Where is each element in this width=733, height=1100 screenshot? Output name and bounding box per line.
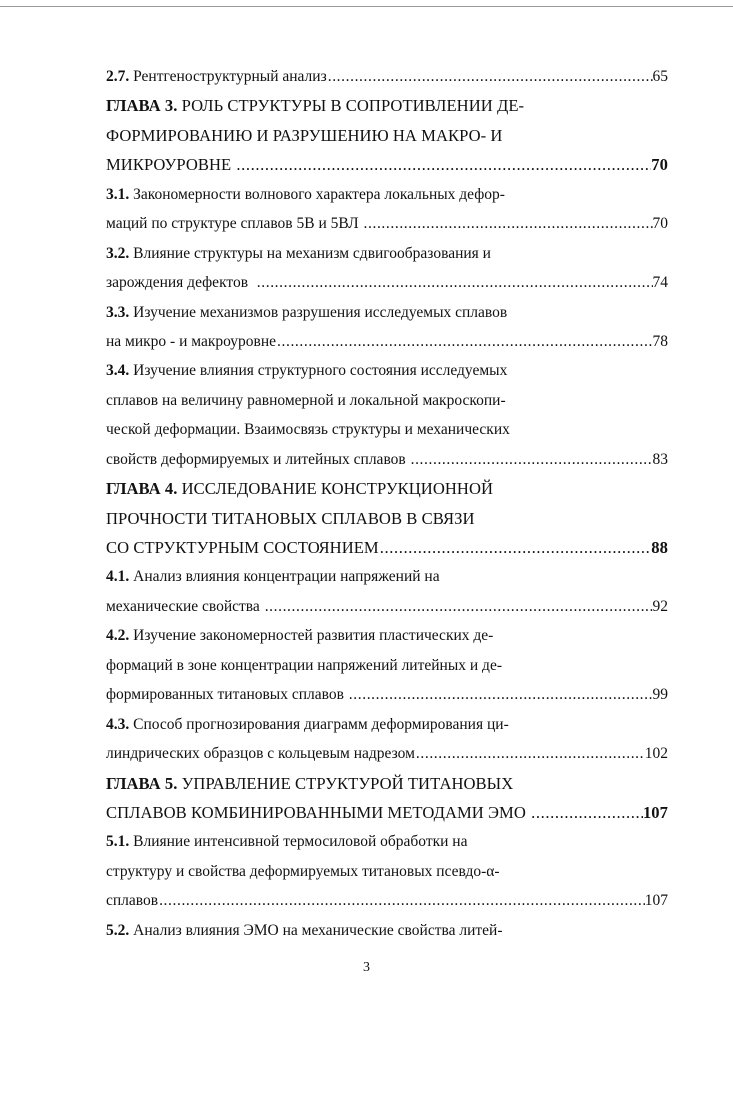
toc-entry-text bbox=[106, 886, 158, 915]
toc-entry-title: сплавов bbox=[106, 892, 159, 910]
toc-entry-text bbox=[106, 922, 502, 939]
toc-line bbox=[106, 504, 668, 533]
toc-entry-title: ИССЛЕДОВАНИЕ КОНСТРУКЦИОННОЙ bbox=[181, 479, 494, 499]
toc-leader-dots bbox=[256, 268, 653, 297]
toc-entry-number: ГЛАВА 5. bbox=[106, 773, 178, 793]
toc-entry-title: формированных титановых сплавов bbox=[106, 686, 348, 704]
toc-line bbox=[106, 239, 668, 268]
toc-entry-text bbox=[106, 186, 505, 203]
toc-entry-text bbox=[106, 327, 276, 356]
toc-line bbox=[106, 592, 668, 621]
toc-line bbox=[106, 651, 668, 680]
toc-entry-text bbox=[106, 245, 491, 262]
toc-line bbox=[106, 180, 668, 209]
toc-page-number: 74 bbox=[652, 274, 668, 292]
toc-entry-text bbox=[106, 833, 467, 850]
page-number: 3 bbox=[363, 960, 370, 975]
toc-entry-text bbox=[106, 421, 510, 438]
toc-leader-dots bbox=[530, 798, 643, 827]
toc-entry-title: Анализ влияния ЭМО на механические свойства литей- bbox=[133, 921, 503, 939]
toc-entry-text bbox=[106, 568, 440, 585]
toc-entry-number: 3.2. bbox=[106, 244, 130, 262]
toc-entry-title: УПРАВЛЕНИЕ СТРУКТУРОЙ ТИТАНОВЫХ bbox=[181, 773, 514, 793]
toc-entry-number: ГЛАВА 3. bbox=[106, 96, 178, 116]
toc-entry-text bbox=[106, 798, 530, 827]
toc-entry-text bbox=[106, 268, 256, 297]
toc-entry-number: 3.1. bbox=[106, 185, 130, 203]
toc-entry-text bbox=[106, 627, 493, 644]
toc-entry-title: Влияние интенсивной термосиловой обработки на bbox=[133, 833, 468, 851]
table-of-contents bbox=[106, 62, 668, 945]
toc-line bbox=[106, 886, 668, 915]
toc-entry-number: 4.2. bbox=[106, 627, 130, 645]
toc-entry-title: ческой деформации. Взаимосвязь структуры и механических bbox=[106, 421, 510, 439]
toc-entry-title: ПРОЧНОСТИ ТИТАНОВЫХ СПЛАВОВ В СВЯЗИ bbox=[106, 508, 475, 528]
toc-line bbox=[106, 474, 668, 503]
toc-line bbox=[106, 710, 668, 739]
toc-entry-title: свойств деформируемых и литейных сплавов bbox=[106, 450, 410, 468]
toc-entry-text bbox=[106, 716, 509, 733]
toc-entry-text bbox=[106, 445, 410, 474]
toc-leader-dots bbox=[379, 533, 652, 562]
toc-entry-text bbox=[106, 680, 348, 709]
toc-entry-number: 5.1. bbox=[106, 833, 130, 851]
toc-page-number: 78 bbox=[652, 332, 668, 350]
toc-entry-text bbox=[106, 96, 524, 115]
toc-entry-title: линдрических образцов с кольцевым надрезом bbox=[106, 745, 415, 763]
toc-leader-dots bbox=[276, 327, 652, 356]
toc-page-number: 107 bbox=[644, 892, 668, 910]
toc-entry-text bbox=[106, 209, 363, 238]
toc-entry-title: Изучение влияния структурного состояния исследуемых bbox=[133, 362, 508, 380]
toc-entry-title: сплавов на величину равномерной и локальной макроскопи- bbox=[106, 391, 506, 409]
toc-page-number: 83 bbox=[652, 450, 668, 468]
toc-page-number: 65 bbox=[652, 68, 668, 85]
toc-line bbox=[106, 533, 668, 562]
toc-entry-title: маций по структуре сплавов 5В и 5ВЛ bbox=[106, 215, 363, 233]
toc-entry-title: формаций в зоне концентрации напряжений литейных и де- bbox=[106, 656, 502, 674]
toc-entry-title: структуру и свойства деформируемых титановых псевдо-α- bbox=[106, 862, 500, 880]
toc-entry-text bbox=[106, 863, 500, 880]
toc-entry-text bbox=[106, 592, 264, 621]
toc-entry-title: зарождения дефектов bbox=[106, 274, 256, 292]
toc-entry-number: 4.3. bbox=[106, 715, 130, 733]
toc-entry-text bbox=[106, 657, 502, 674]
toc-line bbox=[106, 150, 668, 179]
toc-entry-title: Влияние структуры на механизм сдвигообразования и bbox=[133, 244, 491, 262]
toc-entry-title: механические свойства bbox=[106, 597, 264, 615]
toc-entry-title: Рентгеноструктурный анализ bbox=[133, 68, 327, 85]
toc-page-number: 70 bbox=[651, 155, 668, 175]
toc-leader-dots bbox=[415, 739, 645, 768]
toc-page-number: 70 bbox=[652, 215, 668, 233]
toc-leader-dots bbox=[264, 592, 653, 621]
toc-line bbox=[106, 769, 668, 798]
toc-entry-title: СПЛАВОВ КОМБИНИРОВАННЫМИ МЕТОДАМИ ЭМО bbox=[106, 802, 531, 822]
toc-line bbox=[106, 327, 668, 356]
toc-entry-number: 4.1. bbox=[106, 568, 130, 586]
toc-leader-dots bbox=[235, 150, 651, 179]
toc-entry-text bbox=[106, 62, 327, 91]
toc-entry-text bbox=[106, 739, 415, 768]
toc-entry-text bbox=[106, 774, 513, 793]
toc-entry-title: Способ прогнозирования диаграмм деформирования ци- bbox=[133, 715, 509, 733]
toc-entry-number: 3.4. bbox=[106, 362, 130, 380]
toc-entry-text bbox=[106, 479, 493, 498]
toc-line bbox=[106, 739, 668, 768]
toc-line bbox=[106, 386, 668, 415]
toc-entry-text bbox=[106, 126, 502, 145]
toc-line bbox=[106, 445, 668, 474]
toc-page-number: 88 bbox=[651, 538, 668, 557]
toc-entry-text bbox=[106, 533, 379, 562]
toc-entry-title: МИКРОУРОВНЕ bbox=[106, 155, 236, 175]
toc-page-number: 92 bbox=[652, 597, 668, 615]
toc-line bbox=[106, 62, 668, 91]
toc-leader-dots bbox=[327, 62, 653, 91]
toc-entry-title: РОЛЬ СТРУКТУРЫ В СОПРОТИВЛЕНИИ ДЕ- bbox=[181, 96, 525, 116]
toc-line bbox=[106, 298, 668, 327]
toc-entry-text bbox=[106, 509, 475, 528]
toc-entry-text bbox=[106, 150, 235, 179]
toc-page-number: 107 bbox=[642, 802, 668, 822]
toc-entry-title: Закономерности волнового характера локальных дефор- bbox=[133, 185, 505, 203]
toc-line bbox=[106, 268, 668, 297]
toc-entry-number: 2.7. bbox=[106, 68, 130, 85]
toc-entry-number: ГЛАВА 4. bbox=[106, 479, 178, 499]
toc-entry-title: на микро - и макроуровне bbox=[106, 332, 277, 350]
toc-leader-dots bbox=[348, 680, 653, 709]
toc-line bbox=[106, 356, 668, 385]
toc-line bbox=[106, 857, 668, 886]
toc-entry-number: 3.3. bbox=[106, 303, 130, 321]
toc-line bbox=[106, 798, 668, 827]
toc-line bbox=[106, 209, 668, 238]
toc-leader-dots bbox=[158, 886, 645, 915]
toc-leader-dots bbox=[410, 445, 653, 474]
toc-line bbox=[106, 916, 668, 945]
toc-line bbox=[106, 91, 668, 120]
toc-entry-text bbox=[106, 304, 507, 321]
toc-line bbox=[106, 621, 668, 650]
toc-entry-title: Изучение закономерностей развития пластических де- bbox=[133, 627, 494, 645]
toc-entry-title: ФОРМИРОВАНИЮ И РАЗРУШЕНИЮ НА МАКРО- И bbox=[106, 125, 503, 145]
toc-leader-dots bbox=[363, 209, 653, 238]
toc-entry-title: Изучение механизмов разрушения исследуемых сплавов bbox=[133, 303, 508, 321]
toc-entry-text bbox=[106, 392, 506, 409]
toc-entry-text bbox=[106, 362, 507, 379]
toc-entry-title: СО СТРУКТУРНЫМ СОСТОЯНИЕМ bbox=[106, 538, 379, 557]
toc-entry-title: Анализ влияния концентрации напряжений на bbox=[133, 568, 440, 586]
toc-line bbox=[106, 415, 668, 444]
toc-page-number: 99 bbox=[652, 686, 668, 704]
toc-line bbox=[106, 121, 668, 150]
toc-page-number: 102 bbox=[644, 745, 668, 763]
top-edge-rule bbox=[0, 6, 733, 7]
toc-entry-number: 5.2. bbox=[106, 921, 130, 939]
toc-line bbox=[106, 827, 668, 856]
toc-line bbox=[106, 562, 668, 591]
toc-line bbox=[106, 680, 668, 709]
